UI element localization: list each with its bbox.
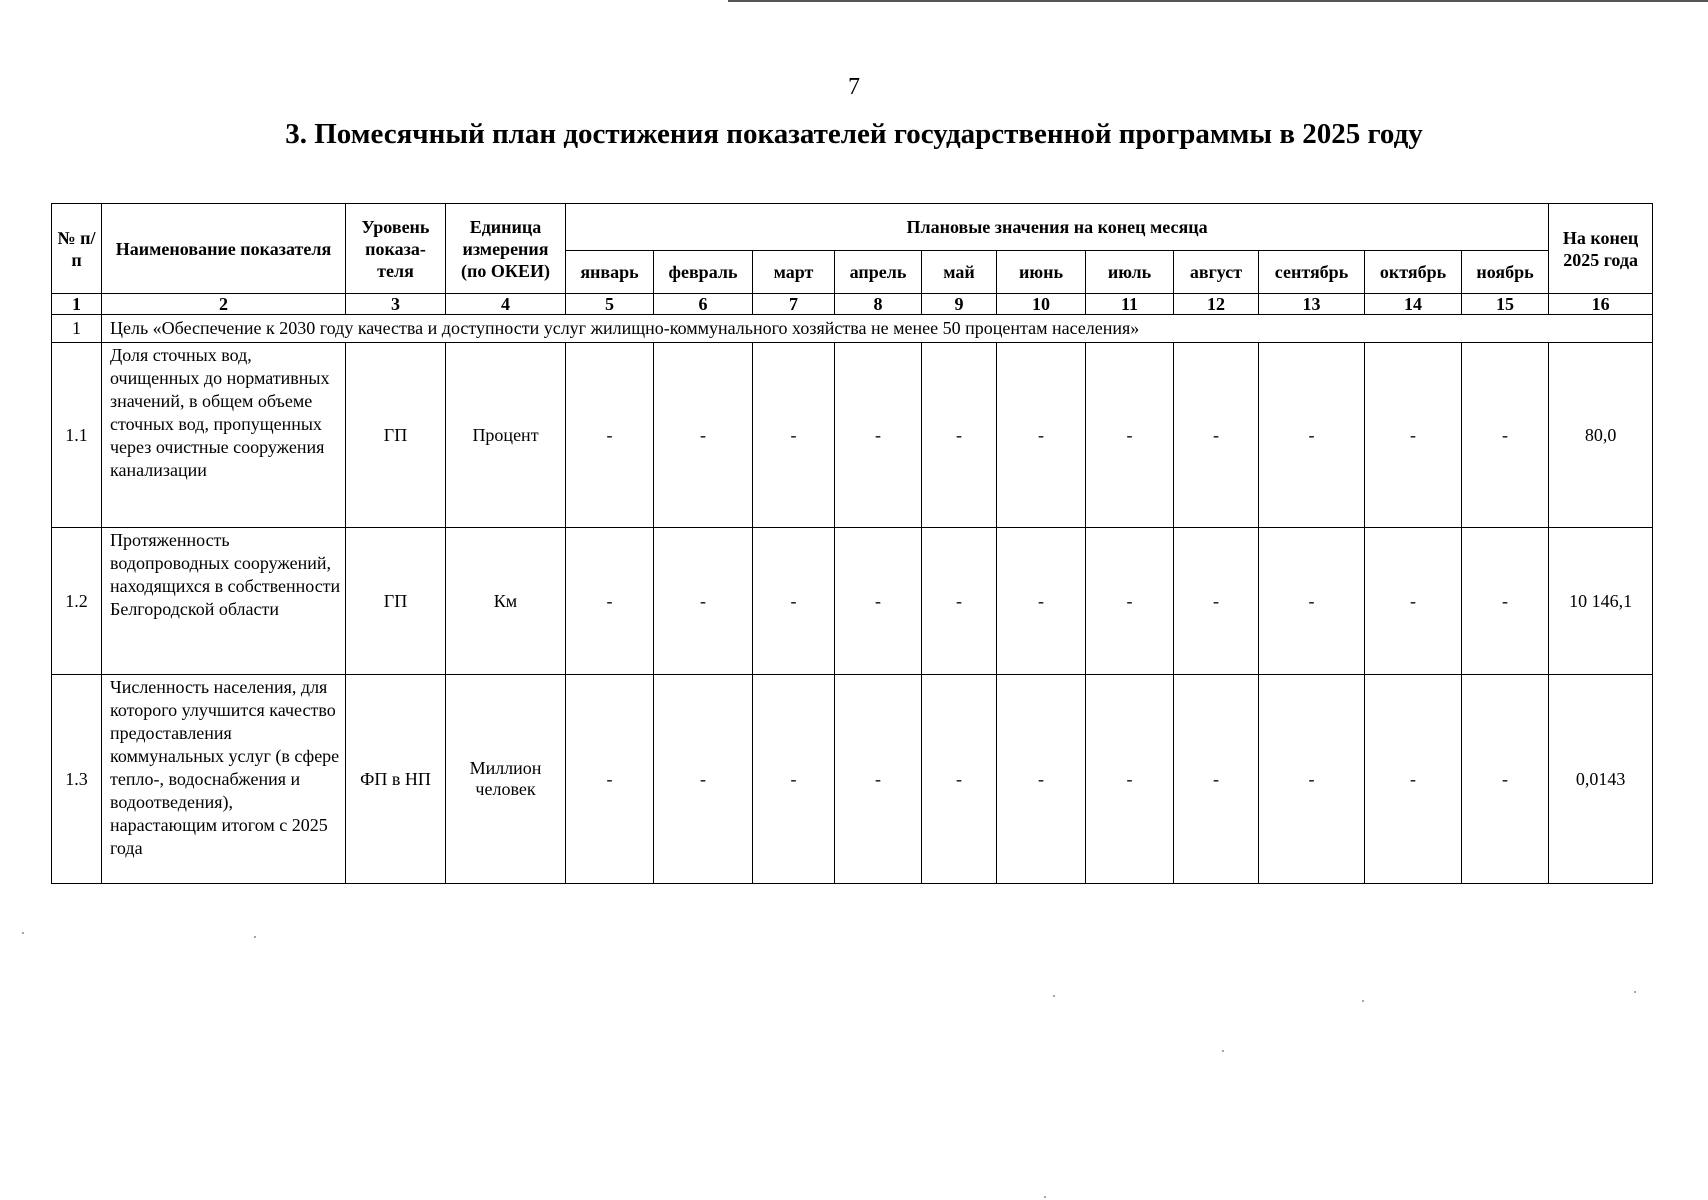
month-header: октябрь (1365, 251, 1462, 294)
month-value: - (1462, 675, 1549, 884)
month-value: - (922, 528, 997, 675)
month-value: - (654, 675, 753, 884)
scan-speck (254, 936, 256, 938)
document-title: 3. Помесячный план достижения показателей государственной программы в 2025 году (285, 118, 1423, 150)
column-number: 4 (446, 294, 566, 315)
month-value: - (1462, 528, 1549, 675)
row-num: 1.1 (52, 343, 102, 528)
month-value: - (997, 528, 1086, 675)
column-number-row (52, 294, 1653, 315)
column-number: 7 (753, 294, 835, 315)
column-number: 16 (1549, 294, 1653, 315)
header-num: № п/п (52, 204, 102, 294)
month-value: - (1462, 343, 1549, 528)
indicator-level: ГП (346, 343, 446, 528)
month-value: - (997, 675, 1086, 884)
column-number: 9 (922, 294, 997, 315)
month-header: январь (566, 251, 654, 294)
month-value: - (922, 675, 997, 884)
column-number: 10 (997, 294, 1086, 315)
header-level: Уровень показа-теля (346, 204, 446, 294)
month-value: - (835, 528, 922, 675)
header-unit: Единица измерения (по ОКЕИ) (446, 204, 566, 294)
month-value: - (1365, 528, 1462, 675)
month-value: - (753, 528, 835, 675)
month-value: - (1086, 528, 1174, 675)
month-header: февраль (654, 251, 753, 294)
end-value: 10 146,1 (1549, 528, 1653, 675)
month-header: июль (1086, 251, 1174, 294)
end-value: 80,0 (1549, 343, 1653, 528)
month-value: - (1259, 528, 1365, 675)
month-value: - (1174, 528, 1259, 675)
header-end: На конец 2025 года (1549, 204, 1653, 294)
month-value: - (753, 343, 835, 528)
column-number: 2 (102, 294, 346, 315)
page-number: 7 (848, 74, 860, 100)
month-header: июнь (997, 251, 1086, 294)
indicator-name: Численность населения, для которого улучшится качество предоставления коммунальных услуг (в сфере тепло-, водоснабжения и водоотведения), нарастающим итогом с 2025 года (102, 675, 346, 884)
month-value: - (997, 343, 1086, 528)
indicator-unit: Миллион человек (446, 675, 566, 884)
month-value: - (922, 343, 997, 528)
month-header: март (753, 251, 835, 294)
column-number: 14 (1365, 294, 1462, 315)
month-header: август (1174, 251, 1259, 294)
monthly-plan-table (51, 203, 1653, 884)
month-header: апрель (835, 251, 922, 294)
month-value: - (1259, 675, 1365, 884)
column-number: 15 (1462, 294, 1549, 315)
row-num: 1.3 (52, 675, 102, 884)
indicator-name: Протяженность водопроводных сооружений, находящихся в собственности Белгородской области (102, 528, 346, 675)
column-number: 1 (52, 294, 102, 315)
month-value: - (566, 675, 654, 884)
month-value: - (835, 675, 922, 884)
indicator-name: Доля сточных вод, очищенных до нормативных значений, в общем объеме сточных вод, пропущенных через очистные сооружения канализации (102, 343, 346, 528)
header-row (52, 204, 1653, 251)
month-value: - (566, 528, 654, 675)
goal-text: Цель «Обеспечение к 2030 году качества и доступности услуг жилищно-коммунального хозяйства не менее 50 процентам населения» (102, 315, 1653, 343)
scan-speck (1362, 1000, 1364, 1002)
column-number: 11 (1086, 294, 1174, 315)
scan-speck (1222, 1050, 1224, 1052)
top-edge-rule (728, 0, 1708, 2)
goal-row (52, 315, 1653, 343)
header-name: Наименование показателя (102, 204, 346, 294)
column-number: 12 (1174, 294, 1259, 315)
month-value: - (835, 343, 922, 528)
month-value: - (1086, 343, 1174, 528)
header-plan: Плановые значения на конец месяца (566, 204, 1549, 251)
month-value: - (1365, 343, 1462, 528)
month-value: - (1086, 675, 1174, 884)
goal-num: 1 (52, 315, 102, 343)
month-value: - (1259, 343, 1365, 528)
month-header: сентябрь (1259, 251, 1365, 294)
column-number: 8 (835, 294, 922, 315)
indicator-unit: Км (446, 528, 566, 675)
end-value: 0,0143 (1549, 675, 1653, 884)
month-value: - (1365, 675, 1462, 884)
column-number: 3 (346, 294, 446, 315)
month-value: - (753, 675, 835, 884)
indicator-level: ФП в НП (346, 675, 446, 884)
column-number: 6 (654, 294, 753, 315)
row-num: 1.2 (52, 528, 102, 675)
scan-speck (22, 932, 24, 934)
month-header: май (922, 251, 997, 294)
scan-speck (1044, 1196, 1046, 1198)
table-row (52, 675, 1653, 884)
month-value: - (1174, 675, 1259, 884)
month-value: - (566, 343, 654, 528)
month-value: - (654, 343, 753, 528)
column-number: 5 (566, 294, 654, 315)
month-header: ноябрь (1462, 251, 1549, 294)
scan-speck (1053, 995, 1055, 997)
indicator-unit: Процент (446, 343, 566, 528)
month-value: - (654, 528, 753, 675)
table-row (52, 343, 1653, 528)
scan-speck (1634, 991, 1636, 993)
column-number: 13 (1259, 294, 1365, 315)
table-row (52, 528, 1653, 675)
month-value: - (1174, 343, 1259, 528)
indicator-level: ГП (346, 528, 446, 675)
